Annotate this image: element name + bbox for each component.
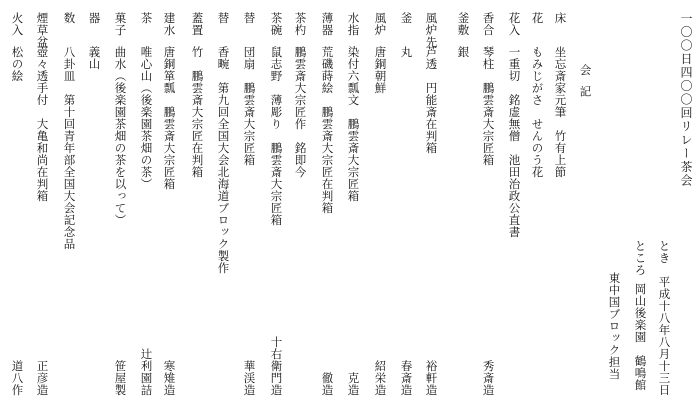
entry-detail: 染付六瓢文 鵬雲斎大宗匠箱 <box>346 46 361 202</box>
entry-detail: もみじがさ せんのう花 <box>530 46 545 178</box>
venue-label: ところ <box>633 240 648 276</box>
host-block: 東中国ブロック担当 <box>607 272 622 380</box>
entry-item-label: 蓋置 <box>190 12 205 36</box>
entry-maker: 笹屋製 <box>113 360 128 396</box>
entry-detail: 唐銅箪瓢 鵬雲斎大宗匠箱 <box>162 46 177 190</box>
entry-item-label: 菓子 <box>113 12 128 36</box>
entry-maker: 辻利園詰 <box>139 348 154 396</box>
entry-detail: 鵬雲斎大宗匠作 銘即今 <box>293 46 308 178</box>
entry-detail: 曲水（後楽園茶畑の茶を以って） <box>113 46 128 226</box>
entry-detail: 丸 <box>399 46 414 58</box>
entry-detail: 鼠志野 薄彫り 鵬雲斎大宗匠箱 <box>269 46 284 226</box>
event-date: とき 平成十八年八月十三日 <box>657 240 672 396</box>
entry-detail: 香畹 第九回全国大会北海道ブロック製作 <box>216 46 231 274</box>
entry-item-label: 火入 <box>10 12 25 36</box>
entry-detail: 壺々透手付 大亀和尚在判箱 <box>35 46 50 202</box>
entry-detail: 八卦皿 第十回青年部全国大会記念品 <box>62 46 77 250</box>
entry-detail: 坐忘斎家元筆 竹有上節 <box>553 46 568 178</box>
entry-detail: 芦透 円能斎在判箱 <box>424 46 439 154</box>
entry-item-label: 煙草盆 <box>35 12 50 48</box>
entry-item-label: 替 <box>216 12 231 24</box>
entry-maker: 紹栄造 <box>373 360 388 396</box>
document-title: 一〇〇日四〇〇回リレー茶会 <box>679 12 693 188</box>
entry-maker: 華渓造 <box>242 360 257 396</box>
entry-item-label: 風炉 <box>373 12 388 36</box>
entry-maker: 克造 <box>346 372 361 396</box>
entry-maker: 春斎造 <box>399 360 414 396</box>
entry-item-label: 建水 <box>162 12 177 36</box>
entry-item-label: 茶 <box>139 12 154 24</box>
venue-name: 岡山後楽園 鶴鳴館 <box>633 283 648 391</box>
entry-maker: 秀斎造 <box>481 360 496 396</box>
entry-item-label: 替 <box>242 12 257 24</box>
entry-detail: 松の絵 <box>10 46 25 82</box>
entry-item-label: 水指 <box>346 12 361 36</box>
entry-item-label: 茶杓 <box>293 12 308 36</box>
entry-item-label: 器 <box>87 12 102 24</box>
entry-maker: 正彦造 <box>35 360 50 396</box>
entry-maker: 寒雉造 <box>162 360 177 396</box>
entry-item-label: 香合 <box>481 12 496 36</box>
entry-detail: 荒磯蒔絵 鵬雲斎大宗匠在判箱 <box>320 46 335 214</box>
entry-maker: 裕軒造 <box>424 360 439 396</box>
entry-detail: 団扇 鵬雲斎大宗匠箱 <box>242 46 257 166</box>
entry-item-label: 床 <box>553 12 568 24</box>
entry-maker: 十右衛門造 <box>269 336 284 396</box>
entry-item-label: 茶碗 <box>269 12 284 36</box>
entry-maker: 道八作 <box>10 360 25 396</box>
entry-item-label: 釜敷 <box>456 12 471 36</box>
entry-maker: 徹造 <box>320 372 335 396</box>
entry-detail: 唐銅朝鮮 <box>373 46 388 94</box>
entry-detail: 一重切 銘虚無僧 池田治政公直書 <box>507 46 522 238</box>
entry-detail: 唯心山（後楽園茶畑の茶） <box>139 46 154 190</box>
entry-item-label: 薄器 <box>320 12 335 36</box>
entry-item-label: 花入 <box>507 12 522 36</box>
entry-item-label: 釜 <box>399 12 414 24</box>
entry-item-label: 数 <box>62 12 77 24</box>
section-heading: 会記 <box>578 64 593 107</box>
entry-item-label: 花 <box>530 12 545 24</box>
entry-detail: 銀 <box>456 46 471 58</box>
entry-item-label: 風炉先 <box>424 12 439 48</box>
entry-detail: 竹 鵬雲斎大宗匠在判箱 <box>190 46 205 178</box>
entry-detail: 義山 <box>87 46 102 70</box>
entry-detail: 琴柱 鵬雲斎大宗匠箱 <box>481 46 496 166</box>
